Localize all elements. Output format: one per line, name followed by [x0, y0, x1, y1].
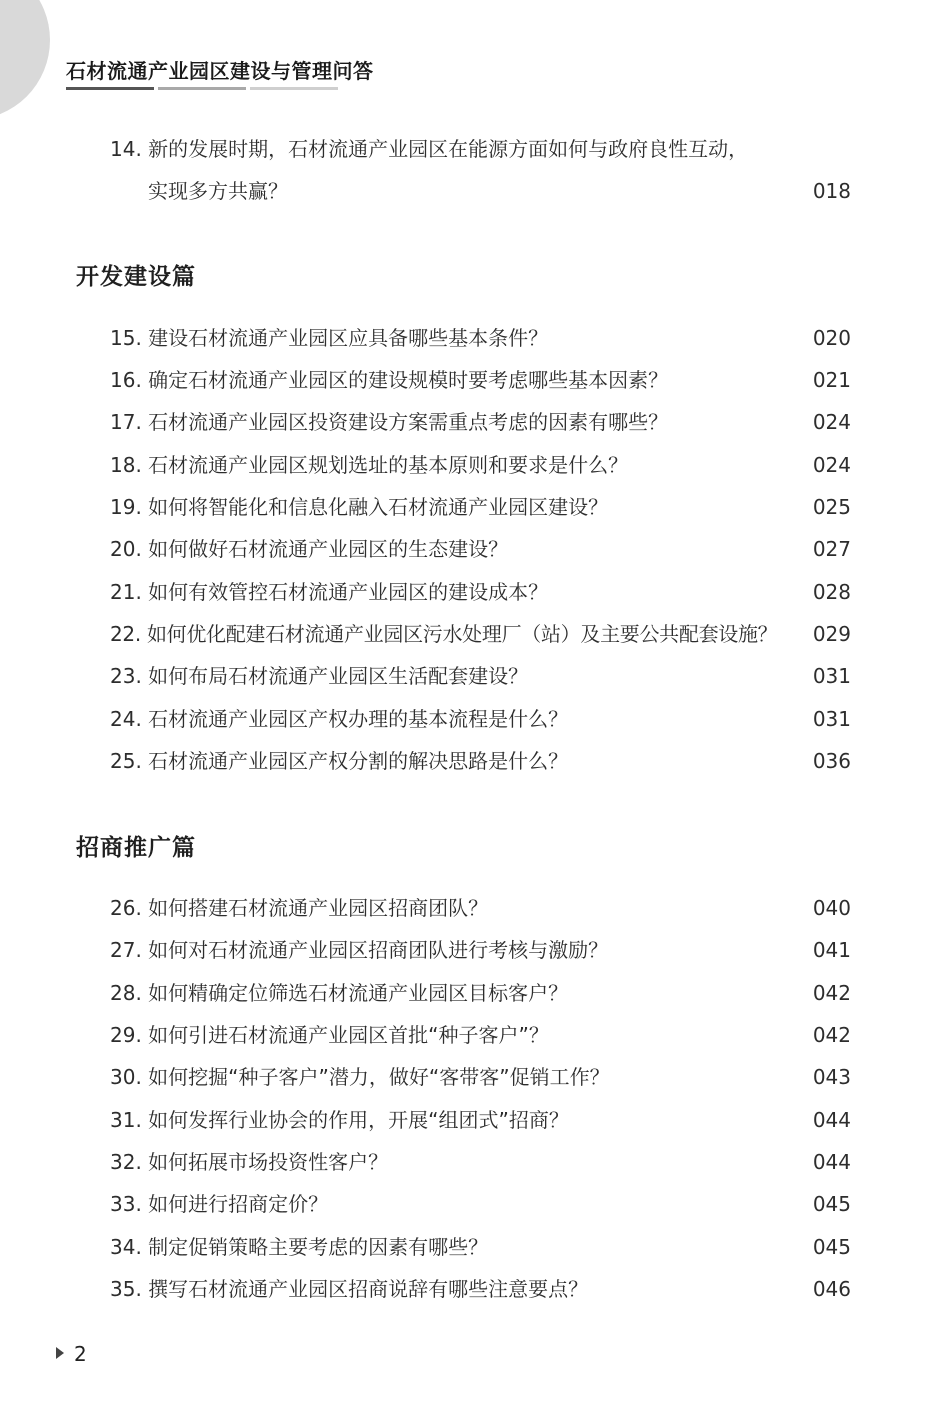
toc-entry-28[interactable] — [110, 978, 851, 1008]
toc-entry-31[interactable] — [110, 1105, 851, 1135]
toc-entry-page: 024 — [812, 410, 851, 434]
toc-entry-page: 041 — [812, 938, 851, 962]
toc-entry-text: 20. 如何做好石材流通产业园区的生态建设？ — [110, 537, 509, 561]
toc-entry-30[interactable] — [110, 1062, 851, 1092]
toc-entry-text: 31. 如何发挥行业协会的作用，开展“组团式”招商？ — [110, 1108, 569, 1132]
triangle-right-icon — [56, 1347, 64, 1359]
toc-entry-text: 19. 如何将智能化和信息化融入石材流通产业园区建设？ — [110, 495, 609, 519]
header-rule-segment — [66, 87, 154, 90]
toc-entry-page: 029 — [812, 622, 851, 646]
toc-entry-text: 28. 如何精确定位筛选石材流通产业园区目标客户？ — [110, 981, 569, 1005]
toc-entry-text: 25. 石材流通产业园区产权分割的解决思路是什么？ — [110, 749, 569, 773]
toc-entry-page: 046 — [812, 1277, 851, 1301]
toc-entry-page: 027 — [812, 537, 851, 561]
toc-entry-text: 16. 确定石材流通产业园区的建设规模时要考虑哪些基本因素？ — [110, 368, 669, 392]
header-rule-segment — [250, 87, 338, 90]
toc-entry-page: 042 — [812, 981, 851, 1005]
corner-decoration — [0, 0, 50, 120]
toc-entry-page: 044 — [812, 1150, 851, 1174]
section-heading-investment-promotion: 招商推广篇 — [76, 835, 196, 861]
toc-entry-page: 028 — [812, 580, 851, 604]
toc-entry-page: 044 — [812, 1108, 851, 1132]
toc-entry-text: 15. 建设石材流通产业园区应具备哪些基本条件？ — [110, 326, 549, 350]
toc-entry-page: 045 — [812, 1192, 851, 1216]
toc-entry-page: 031 — [812, 664, 851, 688]
toc-entry-page: 040 — [812, 896, 851, 920]
toc-entry-page: 036 — [812, 749, 851, 773]
toc-entry-24[interactable] — [110, 704, 851, 734]
toc-entry-29[interactable] — [110, 1020, 851, 1050]
toc-entry-text: 33. 如何进行招商定价？ — [110, 1192, 329, 1216]
toc-entry-text: 26. 如何搭建石材流通产业园区招商团队？ — [110, 896, 489, 920]
toc-entry-14[interactable] — [110, 134, 851, 164]
section-heading-development: 开发建设篇 — [76, 264, 196, 290]
toc-entry-text: 35. 撰写石材流通产业园区招商说辞有哪些注意要点？ — [110, 1277, 589, 1301]
toc-entry-text: 22. 如何优化配建石材流通产业园区污水处理厂（站）及主要公共配套设施？ — [110, 622, 778, 646]
toc-entry-text: 实现多方共赢？ — [148, 179, 288, 203]
toc-entry-text: 32. 如何拓展市场投资性客户？ — [110, 1150, 389, 1174]
toc-entry-33[interactable] — [110, 1189, 851, 1219]
toc-entry-32[interactable] — [110, 1147, 851, 1177]
toc-entry-text: 23. 如何布局石材流通产业园区生活配套建设？ — [110, 664, 529, 688]
toc-entry-page: 045 — [812, 1235, 851, 1259]
toc-entry-26[interactable] — [110, 893, 851, 923]
toc-entry-18[interactable] — [110, 450, 851, 480]
toc-entry-text: 17. 石材流通产业园区投资建设方案需重点考虑的因素有哪些？ — [110, 410, 669, 434]
toc-entry-16[interactable] — [110, 365, 851, 395]
toc-entry-14-continuation[interactable] — [148, 176, 851, 206]
toc-entry-page: 043 — [812, 1065, 851, 1089]
toc-entry-text: 27. 如何对石材流通产业园区招商团队进行考核与激励？ — [110, 938, 609, 962]
book-title: 石材流通产业园区建设与管理问答 — [66, 59, 374, 83]
toc-entry-34[interactable] — [110, 1232, 851, 1262]
toc-entry-15[interactable] — [110, 323, 851, 353]
toc-entry-text: 21. 如何有效管控石材流通产业园区的建设成本？ — [110, 580, 549, 604]
toc-entry-23[interactable] — [110, 661, 851, 691]
toc-entry-25[interactable] — [110, 746, 851, 776]
toc-entry-20[interactable] — [110, 534, 851, 564]
toc-entry-text: 18. 石材流通产业园区规划选址的基本原则和要求是什么？ — [110, 453, 629, 477]
toc-entry-page: 042 — [812, 1023, 851, 1047]
toc-entry-page: 024 — [812, 453, 851, 477]
page-number: 2 — [74, 1342, 87, 1366]
header-rule-segment — [158, 87, 246, 90]
toc-entry-text: 24. 石材流通产业园区产权办理的基本流程是什么？ — [110, 707, 569, 731]
toc-entry-35[interactable] — [110, 1274, 851, 1304]
toc-entry-page: 031 — [812, 707, 851, 731]
toc-entry-page: 020 — [812, 326, 851, 350]
toc-entry-27[interactable] — [110, 935, 851, 965]
toc-entry-19[interactable] — [110, 492, 851, 522]
toc-entry-text: 14. 新的发展时期，石材流通产业园区在能源方面如何与政府良性互动， — [110, 137, 749, 161]
toc-entry-21[interactable] — [110, 577, 851, 607]
toc-entry-text: 29. 如何引进石材流通产业园区首批“种子客户”？ — [110, 1023, 549, 1047]
toc-entry-page: 018 — [812, 179, 851, 203]
toc-entry-page: 021 — [812, 368, 851, 392]
toc-entry-22[interactable] — [110, 619, 851, 649]
toc-entry-17[interactable] — [110, 407, 851, 437]
toc-entry-page: 025 — [812, 495, 851, 519]
toc-entry-text: 30. 如何挖掘“种子客户”潜力，做好“客带客”促销工作？ — [110, 1065, 610, 1089]
toc-entry-text: 34. 制定促销策略主要考虑的因素有哪些？ — [110, 1235, 489, 1259]
